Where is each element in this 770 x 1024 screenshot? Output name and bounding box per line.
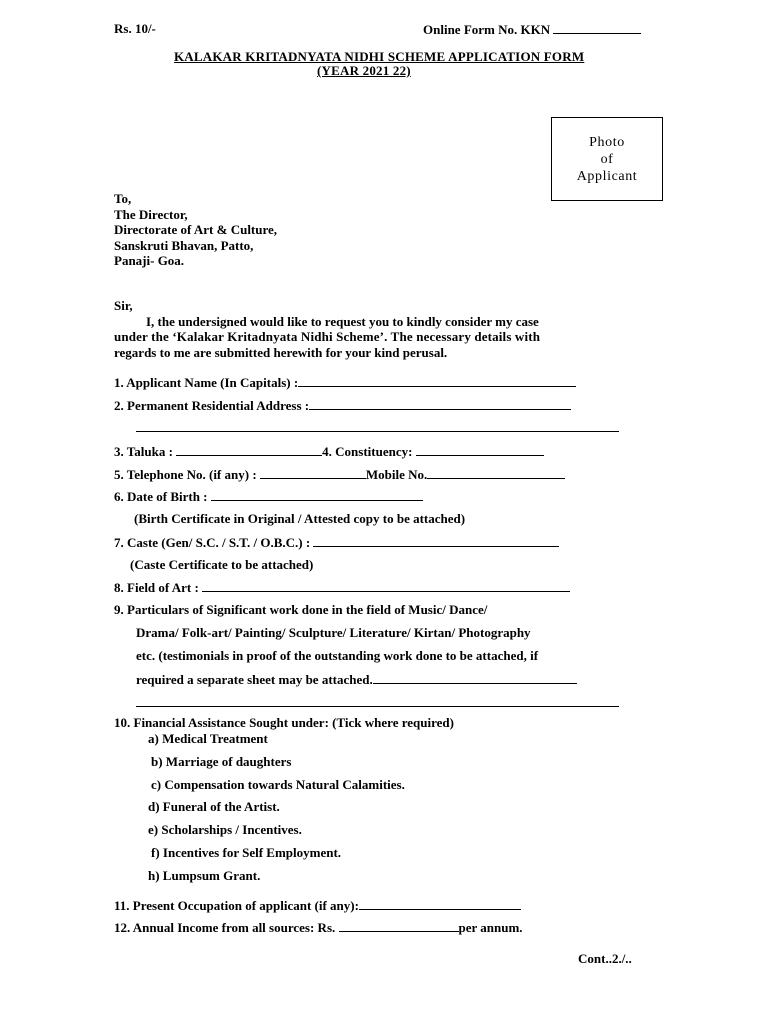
address-line: Sanskruti Bhavan, Patto, [114,237,254,253]
field-date-of-birth [114,488,423,505]
field-of-art-blank[interactable] [202,579,570,592]
form-title: KALAKAR KRITADNYATA NIDHI SCHEME APPLICATION FORM [174,49,585,64]
option-scholarships[interactable]: e) Scholarships / Incentives. [148,822,302,837]
dob-blank[interactable] [211,488,423,501]
significant-work-line: etc. (testimonials in proof of the outstanding work done to be attached, if [136,648,539,663]
field-label: 4. Constituency: [322,444,413,459]
address-blank[interactable] [309,397,571,410]
field-of-art [114,579,570,596]
taluka-blank[interactable] [176,443,322,456]
address-line: The Director, [114,206,188,222]
option-self-employment[interactable]: f) Incentives for Self Employment. [151,845,342,860]
address-line: Panaji- Goa. [114,253,185,268]
option-medical-treatment[interactable]: a) Medical Treatment [148,731,268,746]
applicant-name-blank[interactable] [298,374,576,387]
field-label: 6. Date of Birth : [114,489,208,504]
photo-label-line1: Photo [589,135,625,150]
field-label: per annum. [458,920,523,935]
field-caste [114,534,559,551]
recipient-address [114,191,277,269]
salutation: Sir, [114,298,133,313]
field-significant-work: 9. Particulars of Significant work done in the field of Music/ Dance/ [114,602,488,617]
field-label: 1. Applicant Name (In Capitals) : [114,375,299,390]
online-form-number [423,21,641,38]
field-residential-address [114,397,571,414]
field-present-occupation [114,897,521,914]
caste-note: (Caste Certificate to be attached) [130,557,314,572]
option-natural-calamities[interactable]: c) Compensation towards Natural Calamities. [151,777,405,792]
field-financial-assistance: 10. Financial Assistance Sought under: (Tick where required) [114,715,454,730]
field-label: 7. Caste (Gen/ S.C. / S.T. / O.B.C.) : [114,535,311,550]
field-label: 5. Telephone No. (if any) : [114,467,257,482]
option-lumpsum-grant[interactable]: h) Lumpsum Grant. [148,868,261,883]
significant-work-blank-line2[interactable] [136,706,619,707]
field-applicant-name [114,374,576,391]
intro-paragraph [114,298,658,360]
field-label: required a separate sheet may be attached. [136,672,373,687]
photo-label-line3: Applicant [576,169,638,184]
field-label: Mobile No. [365,467,428,482]
form-price: Rs. 10/- [114,21,156,36]
form-number-blank[interactable] [553,21,641,34]
continued-marker: Cont..2./.. [578,951,632,966]
telephone-blank[interactable] [260,466,366,479]
option-marriage-of-daughters[interactable]: b) Marriage of daughters [151,754,292,769]
field-telephone [114,466,565,483]
address-line: Directorate of Art & Culture, [114,222,278,237]
intro-line: under the ‘Kalakar Kritadnyata Nidhi Scheme’. The necessary details with [114,329,541,344]
field-label: 3. Taluka : [114,444,173,459]
significant-work-blank[interactable] [373,671,577,684]
significant-work-line [136,671,577,688]
option-funeral[interactable]: d) Funeral of the Artist. [148,799,280,814]
occupation-blank[interactable] [359,897,521,910]
photo-box [551,117,663,201]
field-label: 8. Field of Art : [114,580,199,595]
intro-line: regards to me are submitted herewith for your kind perusal. [114,344,448,360]
significant-work-line: Drama/ Folk-art/ Painting/ Sculpture/ Literature/ Kirtan/ Photography [136,625,531,640]
field-label: 11. Present Occupation of applicant (if any): [114,898,359,913]
dob-note: (Birth Certificate in Original / Attested copy to be attached) [134,511,466,526]
form-year: (YEAR 2021 22) [317,63,411,78]
address-blank-line2[interactable] [136,431,619,432]
field-taluka-constituency [114,443,544,460]
mobile-blank[interactable] [427,466,565,479]
field-label: 2. Permanent Residential Address : [114,398,310,413]
caste-blank[interactable] [313,534,559,547]
photo-label-line2: of [600,152,614,167]
intro-line: I, the undersigned would like to request you to kindly consider my case [146,313,539,329]
address-line: To, [114,191,132,206]
form-number-label: Online Form No. KKN [423,22,551,37]
field-annual-income [114,919,523,936]
field-label: 12. Annual Income from all sources: Rs. [114,920,336,935]
constituency-blank[interactable] [416,443,544,456]
income-blank[interactable] [339,919,459,932]
